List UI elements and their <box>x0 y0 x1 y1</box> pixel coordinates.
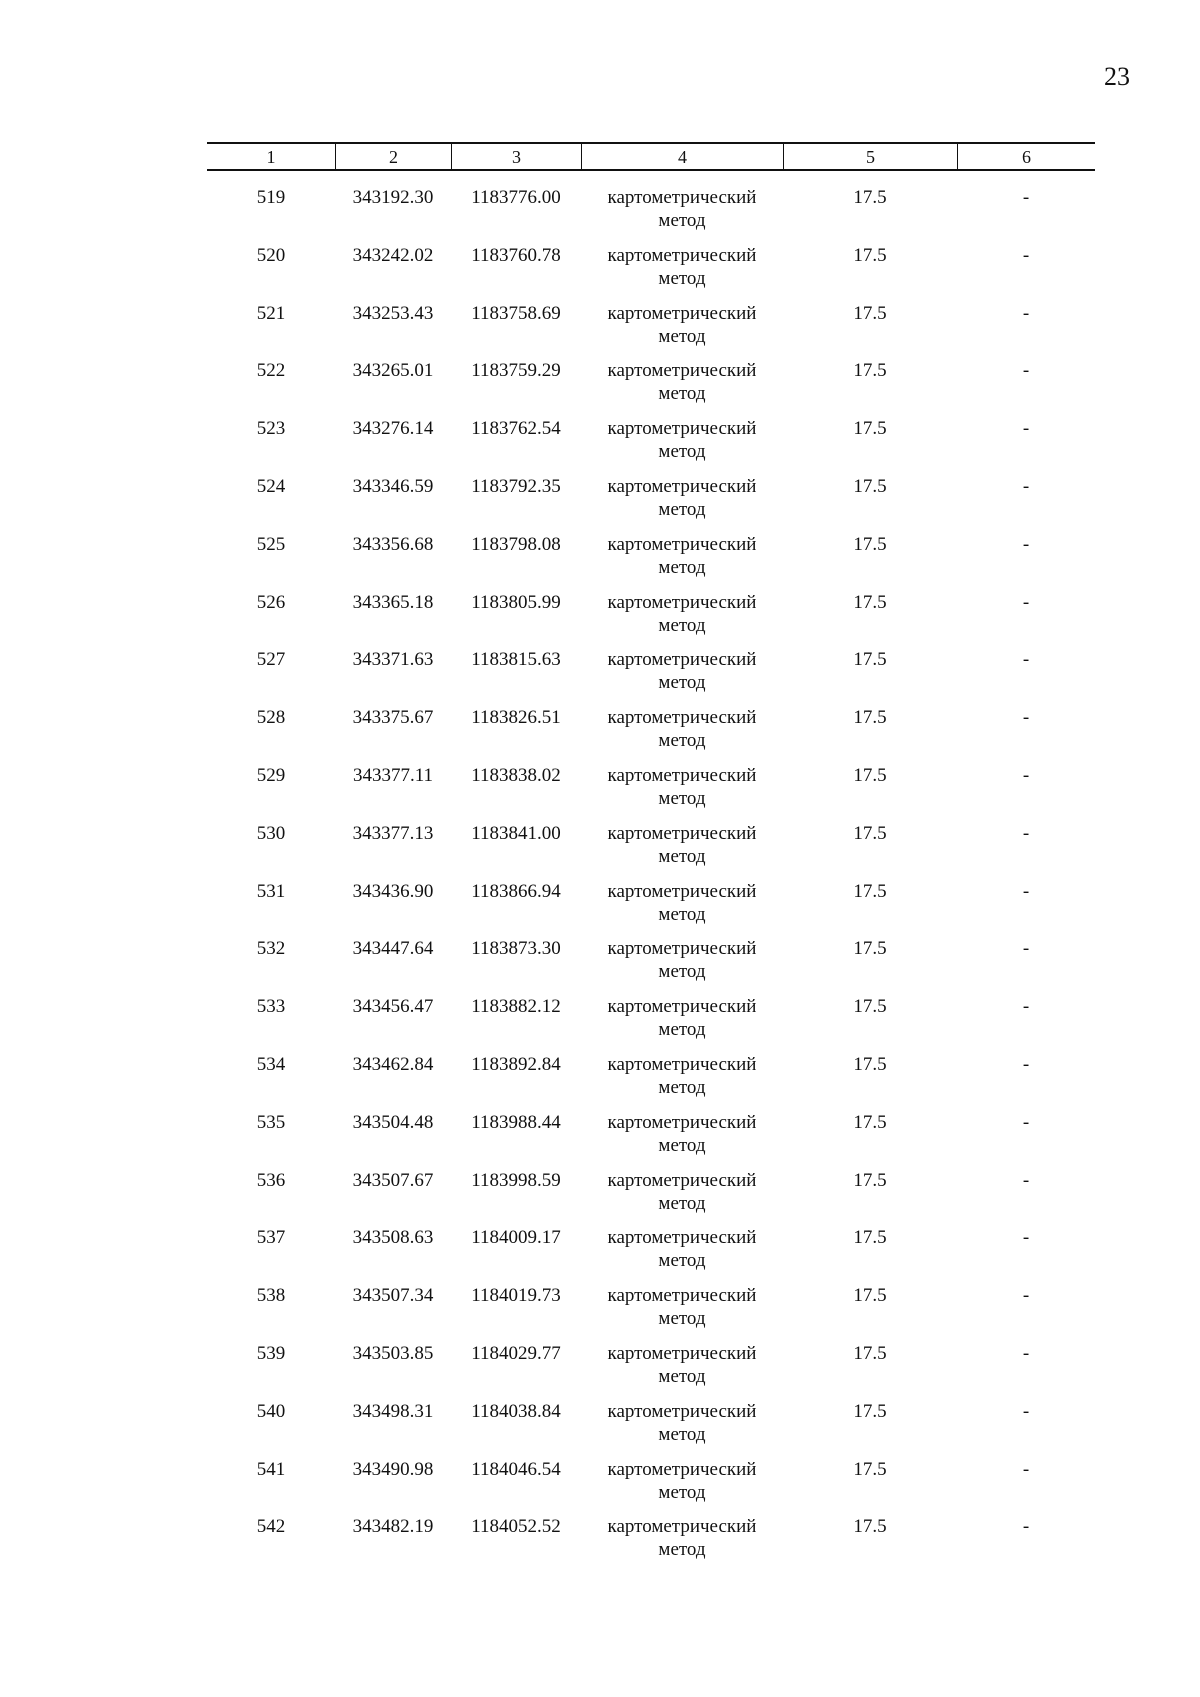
coordinate-x: 343242.02 <box>352 244 434 266</box>
coordinate-x: 343503.85 <box>352 1342 434 1364</box>
method-cell <box>581 1342 783 1388</box>
method-line-2: метод <box>658 325 706 347</box>
note-value: - <box>1022 1458 1030 1480</box>
method-line-1: картометрический <box>607 591 757 613</box>
method-line-1: картометрический <box>607 418 757 440</box>
method-line-2: метод <box>658 1134 706 1156</box>
coordinate-x: 343356.68 <box>352 533 434 555</box>
method-cell <box>581 1458 783 1504</box>
note-value: - <box>1022 591 1030 613</box>
method-cell <box>581 764 783 810</box>
note-value: - <box>1022 187 1030 208</box>
point-number: 520 <box>256 244 286 266</box>
method-line-2: метод <box>658 672 706 694</box>
point-number: 524 <box>256 475 286 497</box>
note-value: - <box>1022 1516 1030 1538</box>
coordinate-y: 1184052.52 <box>471 1516 561 1538</box>
method-line-2: метод <box>658 961 706 983</box>
table-row <box>207 475 1095 533</box>
accuracy-value: 17.5 <box>853 1053 887 1075</box>
coordinate-y: 1183892.84 <box>471 1053 561 1075</box>
coordinate-x: 343482.19 <box>352 1516 434 1538</box>
table-row <box>207 995 1095 1053</box>
note-value: - <box>1022 360 1030 382</box>
coordinate-y: 1184009.17 <box>471 1227 561 1249</box>
table-row <box>207 591 1095 649</box>
coordinate-y: 1183758.69 <box>471 302 561 324</box>
coordinate-y: 1184046.54 <box>471 1458 561 1480</box>
method-line-2: метод <box>658 1423 706 1445</box>
method-line-2: метод <box>658 614 706 636</box>
point-number: 535 <box>256 1111 286 1133</box>
accuracy-value: 17.5 <box>853 1342 887 1364</box>
method-line-2: метод <box>658 1539 706 1561</box>
method-cell <box>581 359 783 405</box>
coordinate-y: 1183805.99 <box>471 591 561 613</box>
table-row <box>207 1515 1095 1573</box>
method-line-1: картометрический <box>607 1342 757 1364</box>
accuracy-value: 17.5 <box>853 1458 887 1480</box>
accuracy-value: 17.5 <box>853 1169 887 1191</box>
accuracy-value: 17.5 <box>853 187 887 208</box>
table-row <box>207 533 1095 591</box>
table-row <box>207 1053 1095 1111</box>
note-value: - <box>1022 1285 1030 1307</box>
table-header-row <box>207 142 1095 171</box>
method-line-2: метод <box>658 1076 706 1098</box>
coordinate-x: 343490.98 <box>352 1458 434 1480</box>
coordinate-x: 343192.30 <box>352 187 434 208</box>
method-line-2: метод <box>658 383 706 405</box>
coordinate-x: 343456.47 <box>352 996 434 1018</box>
accuracy-value: 17.5 <box>853 938 887 960</box>
note-value: - <box>1022 880 1030 902</box>
coordinate-y: 1183998.59 <box>471 1169 561 1191</box>
point-number: 530 <box>256 822 286 844</box>
method-line-1: картометрический <box>607 1111 757 1133</box>
table-row <box>207 186 1095 244</box>
note-value: - <box>1022 1053 1030 1075</box>
table-row <box>207 359 1095 417</box>
coordinate-y: 1183815.63 <box>471 649 561 671</box>
note-value: - <box>1022 475 1030 497</box>
method-line-2: метод <box>658 903 706 925</box>
coordinate-x: 343276.14 <box>352 418 434 440</box>
note-value: - <box>1022 1227 1030 1249</box>
coordinate-x: 343371.63 <box>352 649 434 671</box>
table-row <box>207 822 1095 880</box>
method-cell <box>581 302 783 348</box>
method-cell <box>581 1111 783 1157</box>
method-line-2: метод <box>658 556 706 578</box>
table-row <box>207 1458 1095 1516</box>
method-line-1: картометрический <box>607 649 757 671</box>
coordinate-y: 1183792.35 <box>471 475 561 497</box>
method-line-1: картометрический <box>607 707 757 729</box>
note-value: - <box>1022 938 1030 960</box>
accuracy-value: 17.5 <box>853 707 887 729</box>
page-number: 23 <box>1104 62 1130 91</box>
table-row <box>207 1169 1095 1227</box>
coordinate-x: 343346.59 <box>352 475 434 497</box>
note-value: - <box>1022 1111 1030 1133</box>
point-number: 533 <box>256 996 286 1018</box>
coordinate-x: 343498.31 <box>352 1400 434 1422</box>
coordinate-x: 343375.67 <box>352 707 434 729</box>
table-row <box>207 764 1095 822</box>
note-value: - <box>1022 996 1030 1018</box>
point-number: 526 <box>256 591 286 613</box>
note-value: - <box>1022 649 1030 671</box>
note-value: - <box>1022 1169 1030 1191</box>
method-cell <box>581 1226 783 1272</box>
coordinate-x: 343377.11 <box>352 764 434 786</box>
point-number: 539 <box>256 1342 286 1364</box>
note-value: - <box>1022 418 1030 440</box>
method-line-1: картометрический <box>607 1458 757 1480</box>
method-line-1: картометрический <box>607 475 757 497</box>
coordinate-y: 1183841.00 <box>471 822 561 844</box>
accuracy-value: 17.5 <box>853 1400 887 1422</box>
point-number: 527 <box>256 649 286 671</box>
method-line-2: метод <box>658 787 706 809</box>
method-cell <box>581 706 783 752</box>
method-cell <box>581 880 783 926</box>
method-line-1: картометрический <box>607 1285 757 1307</box>
coordinate-x: 343265.01 <box>352 360 434 382</box>
note-value: - <box>1022 533 1030 555</box>
coordinate-y: 1183882.12 <box>471 996 561 1018</box>
method-cell <box>581 475 783 521</box>
method-cell <box>581 533 783 579</box>
note-value: - <box>1022 1400 1030 1422</box>
note-value: - <box>1022 764 1030 786</box>
column-header-5: 5 <box>783 144 957 169</box>
method-cell <box>581 244 783 290</box>
method-line-1: картометрический <box>607 1169 757 1191</box>
method-line-2: метод <box>658 1019 706 1041</box>
method-line-1: картометрический <box>607 244 757 266</box>
method-line-1: картометрический <box>607 1516 757 1538</box>
coordinate-y: 1183988.44 <box>471 1111 561 1133</box>
coordinate-x: 343377.13 <box>352 822 434 844</box>
coordinates-table <box>207 142 1095 1561</box>
accuracy-value: 17.5 <box>853 1111 887 1133</box>
table-row <box>207 1226 1095 1284</box>
coordinate-y: 1184019.73 <box>471 1285 561 1307</box>
method-line-2: метод <box>658 1308 706 1330</box>
method-line-2: метод <box>658 1365 706 1387</box>
accuracy-value: 17.5 <box>853 475 887 497</box>
column-header-4: 4 <box>581 144 783 169</box>
method-line-1: картометрический <box>607 938 757 960</box>
table-row <box>207 1284 1095 1342</box>
accuracy-value: 17.5 <box>853 880 887 902</box>
coordinate-x: 343504.48 <box>352 1111 434 1133</box>
coordinate-x: 343507.34 <box>352 1285 434 1307</box>
coordinate-y: 1183776.00 <box>471 187 561 208</box>
method-line-1: картометрический <box>607 822 757 844</box>
method-cell <box>581 417 783 463</box>
method-cell <box>581 1400 783 1446</box>
coordinate-x: 343462.84 <box>352 1053 434 1075</box>
method-line-1: картометрический <box>607 996 757 1018</box>
coordinate-y: 1183798.08 <box>471 533 561 555</box>
note-value: - <box>1022 1342 1030 1364</box>
method-cell <box>581 937 783 983</box>
point-number: 531 <box>256 880 286 902</box>
method-cell <box>581 1053 783 1099</box>
method-cell <box>581 1169 783 1215</box>
table-row <box>207 417 1095 475</box>
accuracy-value: 17.5 <box>853 533 887 555</box>
method-cell <box>581 648 783 694</box>
note-value: - <box>1022 244 1030 266</box>
point-number: 538 <box>256 1285 286 1307</box>
coordinate-x: 343507.67 <box>352 1169 434 1191</box>
accuracy-value: 17.5 <box>853 244 887 266</box>
method-line-2: метод <box>658 1250 706 1272</box>
point-number: 523 <box>256 418 286 440</box>
point-number: 540 <box>256 1400 286 1422</box>
coordinate-x: 343508.63 <box>352 1227 434 1249</box>
method-line-2: метод <box>658 1192 706 1214</box>
accuracy-value: 17.5 <box>853 1516 887 1538</box>
accuracy-value: 17.5 <box>853 996 887 1018</box>
method-line-1: картометрический <box>607 302 757 324</box>
method-cell <box>581 1284 783 1330</box>
method-line-2: метод <box>658 1481 706 1503</box>
table-row <box>207 880 1095 938</box>
point-number: 536 <box>256 1169 286 1191</box>
method-line-1: картометрический <box>607 1400 757 1422</box>
accuracy-value: 17.5 <box>853 302 887 324</box>
table-row <box>207 244 1095 302</box>
method-line-1: картометрический <box>607 764 757 786</box>
coordinate-y: 1183838.02 <box>471 764 561 786</box>
point-number: 541 <box>256 1458 286 1480</box>
point-number: 542 <box>256 1516 286 1538</box>
point-number: 525 <box>256 533 286 555</box>
table-row <box>207 1111 1095 1169</box>
accuracy-value: 17.5 <box>853 418 887 440</box>
method-line-2: метод <box>658 210 706 231</box>
point-number: 519 <box>256 187 286 208</box>
column-header-6: 6 <box>957 144 1095 169</box>
accuracy-value: 17.5 <box>853 1227 887 1249</box>
note-value: - <box>1022 707 1030 729</box>
point-number: 522 <box>256 360 286 382</box>
column-header-1: 1 <box>266 147 276 167</box>
method-line-2: метод <box>658 845 706 867</box>
method-line-1: картометрический <box>607 880 757 902</box>
table-row <box>207 706 1095 764</box>
point-number: 528 <box>256 707 286 729</box>
column-header-2: 2 <box>335 144 451 169</box>
table-row <box>207 937 1095 995</box>
coordinate-y: 1183826.51 <box>471 707 561 729</box>
accuracy-value: 17.5 <box>853 1285 887 1307</box>
coordinate-x: 343447.64 <box>352 938 434 960</box>
coordinate-y: 1183762.54 <box>471 418 561 440</box>
note-value: - <box>1022 822 1030 844</box>
point-number: 529 <box>256 764 286 786</box>
coordinate-y: 1184029.77 <box>471 1342 561 1364</box>
coordinate-y: 1183866.94 <box>471 880 561 902</box>
method-cell <box>581 591 783 637</box>
method-line-1: картометрический <box>607 533 757 555</box>
table-row <box>207 302 1095 360</box>
point-number: 537 <box>256 1227 286 1249</box>
accuracy-value: 17.5 <box>853 360 887 382</box>
coordinate-y: 1183759.29 <box>471 360 561 382</box>
method-cell <box>581 822 783 868</box>
method-line-2: метод <box>658 498 706 520</box>
coordinate-x: 343365.18 <box>352 591 434 613</box>
table-body <box>207 186 1095 1573</box>
point-number: 532 <box>256 938 286 960</box>
method-line-2: метод <box>658 441 706 463</box>
accuracy-value: 17.5 <box>853 764 887 786</box>
method-line-1: картометрический <box>607 1053 757 1075</box>
coordinate-x: 343436.90 <box>352 880 434 902</box>
method-cell <box>581 1515 783 1561</box>
table-row <box>207 1342 1095 1400</box>
accuracy-value: 17.5 <box>853 591 887 613</box>
table-row <box>207 648 1095 706</box>
accuracy-value: 17.5 <box>853 649 887 671</box>
coordinate-x: 343253.43 <box>352 302 434 324</box>
table-row <box>207 1400 1095 1458</box>
method-line-1: картометрический <box>607 1227 757 1249</box>
method-line-2: метод <box>658 730 706 752</box>
coordinate-y: 1183873.30 <box>471 938 561 960</box>
point-number: 534 <box>256 1053 286 1075</box>
method-cell <box>581 186 783 232</box>
coordinate-y: 1184038.84 <box>471 1400 561 1422</box>
note-value: - <box>1022 302 1030 324</box>
point-number: 521 <box>256 302 286 324</box>
coordinate-y: 1183760.78 <box>471 244 561 266</box>
method-line-1: картометрический <box>607 187 757 208</box>
column-header-3: 3 <box>451 144 581 169</box>
accuracy-value: 17.5 <box>853 822 887 844</box>
method-line-2: метод <box>658 267 706 289</box>
method-cell <box>581 995 783 1041</box>
method-line-1: картометрический <box>607 360 757 382</box>
